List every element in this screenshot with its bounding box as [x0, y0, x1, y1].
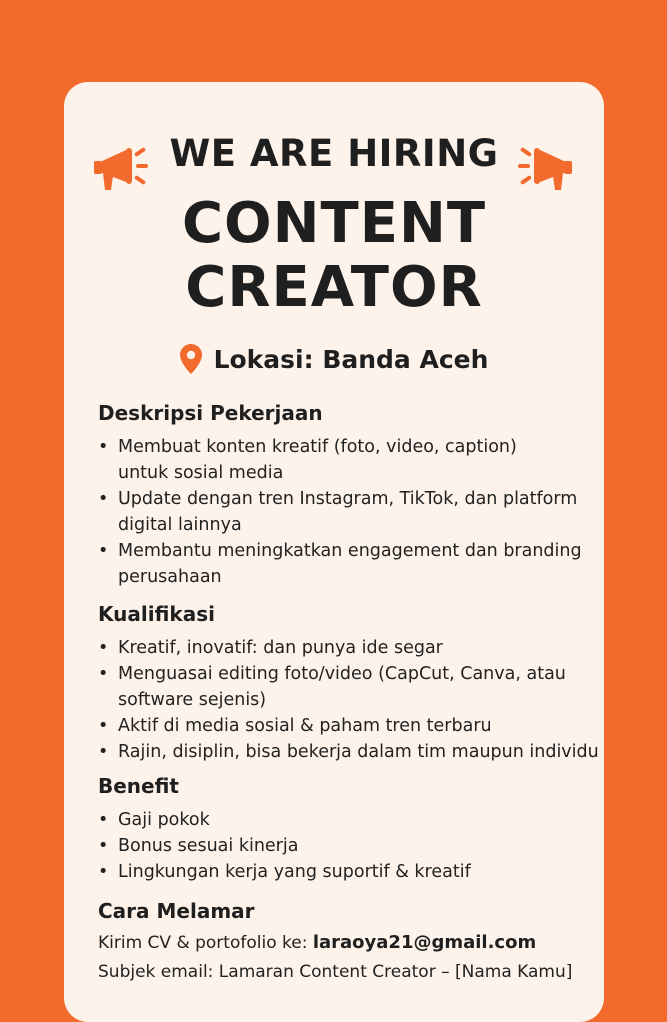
- qualifications-list: [98, 635, 599, 765]
- list-item: [98, 807, 588, 833]
- list-item-line: Menguasai editing foto/video (CapCut, Canva, atau: [118, 664, 566, 684]
- list-item-line: Membuat konten kreatif (foto, video, caption): [118, 437, 517, 457]
- list-item: [98, 635, 588, 661]
- list-item-line: untuk sosial media: [118, 463, 284, 483]
- location-text: Lokasi: Banda Aceh: [213, 344, 489, 374]
- list-item: [98, 486, 588, 538]
- list-item-line: Update dengan tren Instagram, TikTok, dan platform: [118, 489, 578, 509]
- list-item: [98, 661, 588, 713]
- location-pin-icon: [180, 344, 202, 374]
- location-row: [64, 344, 604, 374]
- job-title-line: CREATOR: [185, 255, 483, 320]
- list-item-line: Gaji pokok: [118, 810, 210, 830]
- list-item-line: Rajin, disiplin, bisa bekerja dalam tim maupun individu: [118, 742, 599, 762]
- list-item: [98, 538, 588, 590]
- list-item: [98, 434, 588, 486]
- description-list: [98, 434, 588, 590]
- section-title-description: Deskripsi Pekerjaan: [98, 401, 323, 425]
- apply-subject-line: Subjek email: Lamaran Content Creator – [Nama Kamu]: [98, 962, 573, 982]
- benefit-list: [98, 807, 588, 885]
- list-item-line: digital lainnya: [118, 515, 242, 535]
- list-item: [98, 833, 588, 859]
- apply-send-prefix: Kirim CV & portofolio ke:: [98, 933, 313, 953]
- list-item-line: Kreatif, inovatif: dan punya ide segar: [118, 638, 443, 658]
- list-item-line: Aktif di media sosial & paham tren terbaru: [118, 716, 492, 736]
- job-title: [64, 192, 604, 320]
- list-item: [98, 713, 588, 739]
- job-title-line: CONTENT: [181, 191, 487, 256]
- list-item-line: software sejenis): [118, 690, 267, 710]
- apply-send-line: [98, 932, 536, 953]
- hiring-heading: WE ARE HIRING: [169, 132, 499, 175]
- list-item: [98, 739, 599, 765]
- list-item-line: Membantu meningkatkan engagement dan branding: [118, 541, 582, 561]
- section-title-benefit: Benefit: [98, 774, 179, 798]
- section-title-apply: Cara Melamar: [98, 899, 255, 923]
- list-item-line: Bonus sesuai kinerja: [118, 836, 299, 856]
- section-title-qualifications: Kualifikasi: [98, 602, 215, 626]
- list-item-line: perusahaan: [118, 567, 222, 587]
- list-item: [98, 859, 588, 885]
- list-item-line: Lingkungan kerja yang suportif & kreatif: [118, 862, 471, 882]
- contact-email: laraoya21@gmail.com: [312, 932, 537, 953]
